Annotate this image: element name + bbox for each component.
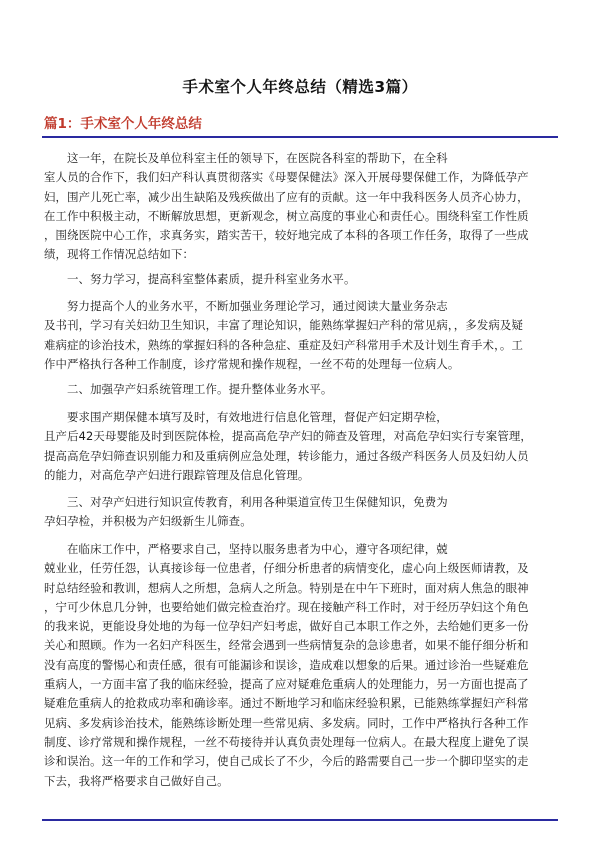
text-line: 重病人，一方面丰富了我的临床经验，提高了应对疑难危重病人的处理能力，另一方面也提高了 [44, 677, 529, 692]
text-line: 一、努力学习，提高科室整体素质，提升科室业务水平。 [67, 272, 356, 286]
text-line: 制度、诊疗常规和操作规程，一丝不苟接待并认真负责处理每一位病人。在最大程度上避免了误 [44, 734, 529, 749]
text-line: 下去，我将严格要求自己做好自己。 [44, 773, 229, 788]
paragraph-intro [44, 149, 560, 265]
text-line: 在临床工作中，严格要求自己，坚持以服务患者为中心，遵守各项纪律，兢 [67, 542, 448, 556]
paragraph-clinical-work [44, 540, 560, 791]
text-line: 孕妇孕检，并积极为产妇级新生儿筛查。 [44, 514, 252, 529]
text-line: 且产后42天母婴能及时到医院体检，提高高危孕产妇的筛查及管理，对高危孕妇实行专案管理， [44, 429, 532, 444]
text-line: 兢业业，任劳任怨，认真接诊每一位患者，仔细分析患者的病情变化，虚心向上级医师请教，及 [44, 561, 529, 576]
paragraph-point-2-heading [44, 380, 560, 399]
text-line: 三、对孕产妇进行知识宣传教育，利用各种渠道宣传卫生保健知识，免费为 [67, 495, 448, 509]
text-line: 这一年，在院长及单位科室主任的领导下，在医院各科室的帮助下，在全科 [67, 151, 448, 165]
paragraph-study [44, 297, 560, 374]
text-line: 关心和照顾。作为一名妇产科医生，经常会遇到一些病情复杂的急诊患者，如果不能仔细分析和 [44, 638, 529, 653]
text-line: ，宁可少休息几分钟，也要给她们做完检查治疗。现在接触产科工作时，对于经历孕妇这个角色 [44, 599, 529, 614]
text-line: 没有高度的警惕心和责任感，很有可能漏诊和误诊，造成难以想象的后果。通过诊治一些疑难危 [44, 657, 529, 672]
text-line: 见病、多发病诊治技术，能熟练诊断处理一些常见病、多发病。同时，工作中严格执行各种工作 [44, 715, 529, 730]
footer-divider [42, 819, 558, 821]
text-line: 在工作中积极主动，不断解放思想，更新观念，树立高度的事业心和责任心。围绕科室工作性质 [44, 208, 529, 223]
paragraph-management [44, 408, 560, 485]
text-line: 作中严格执行各种工作制度，诊疗常规和操作规程，一丝不苟的处理每一位病人。 [44, 356, 460, 371]
text-line: ，围绕医院中心工作，求真务实，踏实苦干，较好地完成了本科的各项工作任务，取得了一些成 [44, 228, 529, 243]
text-line: 的我来说，更能设身处地的为每一位孕妇产妇考虑，做好自己本职工作之外，去给她们更多一份 [44, 619, 529, 634]
text-line: 绩，现将工作情况总结如下： [44, 247, 195, 262]
text-line: 诊和误治。这一年的工作和学习，使自己成长了不少，今后的路需要自己一步一个脚印坚实的走 [44, 754, 529, 769]
text-line: 二、加强孕产妇系统管理工作。提升整体业务水平。 [67, 382, 333, 396]
text-line: 室人员的合作下，我们妇产科认真贯彻落实《母婴保健法》深入开展母婴保健工作，为降低孕产 [44, 170, 529, 185]
text-line: 时总结经验和教训，想病人之所想，急病人之所急。特别是在中午下班时，面对病人焦急的眼神 [44, 580, 529, 595]
text-line: 提高高危孕妇筛查识别能力和及重病例应急处理，转诊能力，通过各级产科医务人员及妇幼人员 [44, 448, 529, 463]
text-line: 妇，围产儿死亡率，减少出生缺陷及残疾做出了应有的贡献。这一年中我科医务人员齐心协力， [44, 189, 529, 204]
section-heading: 篇1：手术室个人年终总结 [44, 116, 202, 132]
heading-divider [42, 136, 558, 138]
text-line: 及书刊，学习有关妇幼卫生知识，丰富了理论知识，能熟练掌握妇产科的常见病，，多发病及疑 [44, 318, 524, 333]
text-line: 的能力，对高危孕产妇进行跟踪管理及信息化管理。 [44, 467, 310, 482]
document-title: 手术室个人年终总结（精选3篇） [182, 78, 418, 96]
paragraph-point-1-heading [44, 270, 560, 289]
text-line: 难病症的诊治技术，熟练的掌握妇科的各种急症、重症及妇产科常用手术及计划生育手术，。工 [44, 337, 524, 352]
text-line: 努力提高个人的业务水平，不断加强业务理论学习，通过阅读大量业务杂志 [67, 299, 448, 313]
text-line: 疑难危重病人的抢救成功率和确诊率。通过不断地学习和临床经验积累，已能熟练掌握妇产科常 [44, 696, 529, 711]
text-line: 要求围产期保健本填写及时，有效地进行信息化管理，督促产妇定期孕检， [67, 410, 448, 424]
paragraph-point-3 [44, 493, 560, 532]
